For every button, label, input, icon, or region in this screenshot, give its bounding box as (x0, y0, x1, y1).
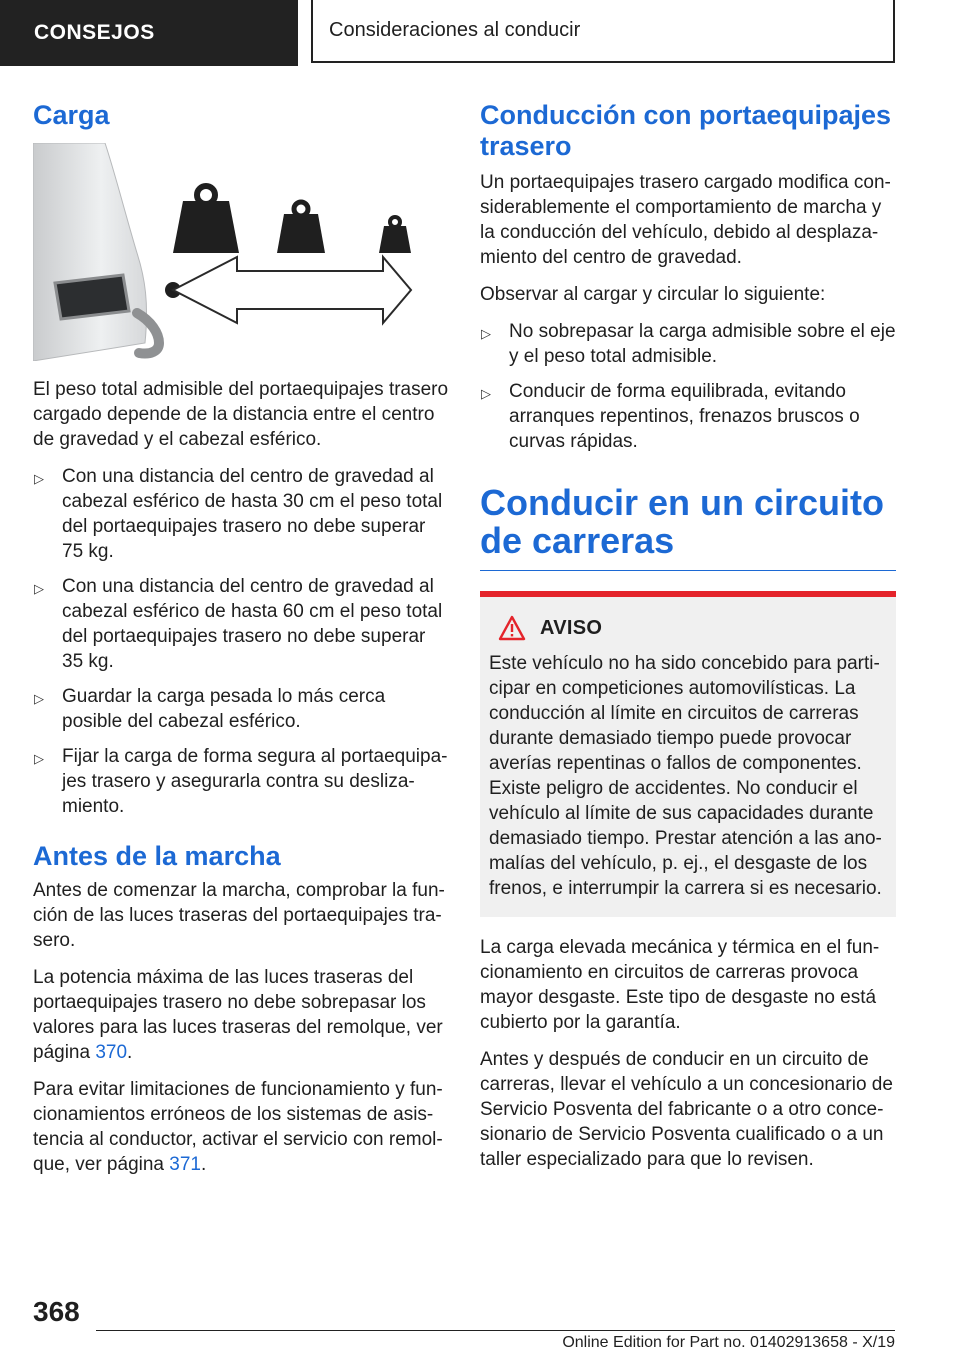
exhaust-outlet (55, 275, 129, 319)
page-link-370[interactable]: 370 (95, 1042, 128, 1063)
carga-intro: El peso total admisible del portaequipajes trasero cargado depende de la distancia entre el centro de gravedad y el cabezal esférico. (33, 379, 449, 450)
triangle-bullet-icon: ▷ (34, 691, 44, 706)
porta-list (480, 319, 896, 454)
chapter-heading-circuito: Conducir en un circuito de carreras (480, 484, 896, 571)
list-item: ▷ Guardar la carga pesada lo más cerca posible del cabezal esférico. (34, 686, 386, 732)
list-item: ▷ Con una distancia del centro de gravedad al cabezal esférico de hasta 30 cm el peso total del portaequipajes trasero no debe superar 75 kg. (34, 466, 443, 562)
page-number: 368 (33, 1296, 80, 1327)
weight-medium-icon (277, 202, 325, 253)
circuito-paragraph-1: La carga elevada mecánica y térmica en el fun-cionamiento en circuitos de carreras provoca mayor desgaste. Este tipo de desgaste no está cubierto por la garantía. (480, 937, 880, 1033)
triangle-bullet-icon: ▷ (34, 751, 44, 766)
page-link-371[interactable]: 371 (169, 1154, 201, 1175)
section-title-antes: Antes de la marcha (33, 841, 281, 871)
triangle-bullet-icon: ▷ (34, 471, 44, 486)
section-title-portaequipajes: Conducción con portaequipajes trasero (480, 100, 892, 161)
section-tab: CONSEJOS (0, 0, 298, 66)
antes-paragraph-1: Antes de comenzar la marcha, comprobar la fun-ción de las luces traseras del portaequipajes tra-sero. (33, 880, 445, 951)
warning-header (489, 615, 887, 641)
list-item: ▷ Fijar la carga de forma segura al portaequipa-jes trasero y asegurarla contra su desliza-miento. (34, 746, 448, 817)
weight-light-icon (379, 217, 411, 253)
porta-paragraph-1: Un portaequipajes trasero cargado modifica con-siderablemente el comportamiento de marcha y la conducción del vehículo, debido al desplaza-miento del centro de gravedad. (480, 172, 891, 268)
warning-text: Este vehículo no ha sido concebido para parti-cipar en competiciones automovilísticas. La conducción al límite en circuitos de carreras durante demasiado tiempo puede provocar averías repentinas o fallos de componentes. Existe peligro de accidentes. No conducir el vehículo al límite de sus capacidades durante demasiado tiempo. Prestar atención a las ano-malías del vehículo, p. ej., el desgaste de los frenos, e interrumpir la carrera si es necesario. (489, 653, 882, 899)
triangle-bullet-icon: ▷ (481, 326, 491, 341)
footer-divider (96, 1330, 895, 1331)
antes-paragraph-2: La potencia máxima de las luces traseras del portaequipajes trasero no debe sobrepasar los valores para las luces traseras del remolque, ver página 370. (33, 967, 443, 1063)
weight-heavy-icon (173, 186, 239, 253)
section-title-carga: Carga (33, 100, 110, 130)
list-item: ▷ Con una distancia del centro de gravedad al cabezal esférico de hasta 60 cm el peso total del portaequipajes trasero no debe superar 35 kg. (34, 576, 443, 672)
page-header (0, 0, 960, 66)
chapter-title: Consideraciones al conducir (311, 0, 895, 63)
porta-paragraph-2: Observar al cargar y circular lo siguiente: (480, 284, 826, 305)
triangle-bullet-icon: ▷ (34, 581, 44, 596)
list-item: ▷ Conducir de forma equilibrada, evitando arranques repentinos, frenazos bruscos o curvas rápidas. (481, 381, 860, 452)
distance-arrow (173, 257, 411, 323)
antes-paragraph-3: Para evitar limitaciones de funcionamiento y fun-cionamientos erróneos de los sistemas de asis-tencia al conductor, activar el servicio con remol-que, ver página 371. (33, 1079, 443, 1175)
footer-edition: Online Edition for Part no. 01402913658 - X/19 (562, 1334, 895, 1351)
triangle-bullet-icon: ▷ (481, 386, 491, 401)
carga-list (33, 464, 449, 819)
left-column (33, 100, 449, 1189)
warning-triangle-icon (498, 615, 526, 641)
right-column (480, 100, 896, 1184)
list-item: ▷ No sobrepasar la carga admisible sobre el eje y el peso total admisible. (481, 321, 896, 367)
warning-box (480, 591, 896, 917)
car-rear-bumper (33, 143, 147, 361)
rear-carrier-load-illustration (33, 143, 449, 361)
warning-title: AVISO (540, 616, 603, 639)
circuito-paragraph-2: Antes y después de conducir en un circuito de carreras, llevar el vehículo a un concesionario de Servicio Posventa del fabricante o a otro conce-sionario de Servicio Posventa cualificado o a un taller especializado para que lo revisen. (480, 1049, 893, 1170)
